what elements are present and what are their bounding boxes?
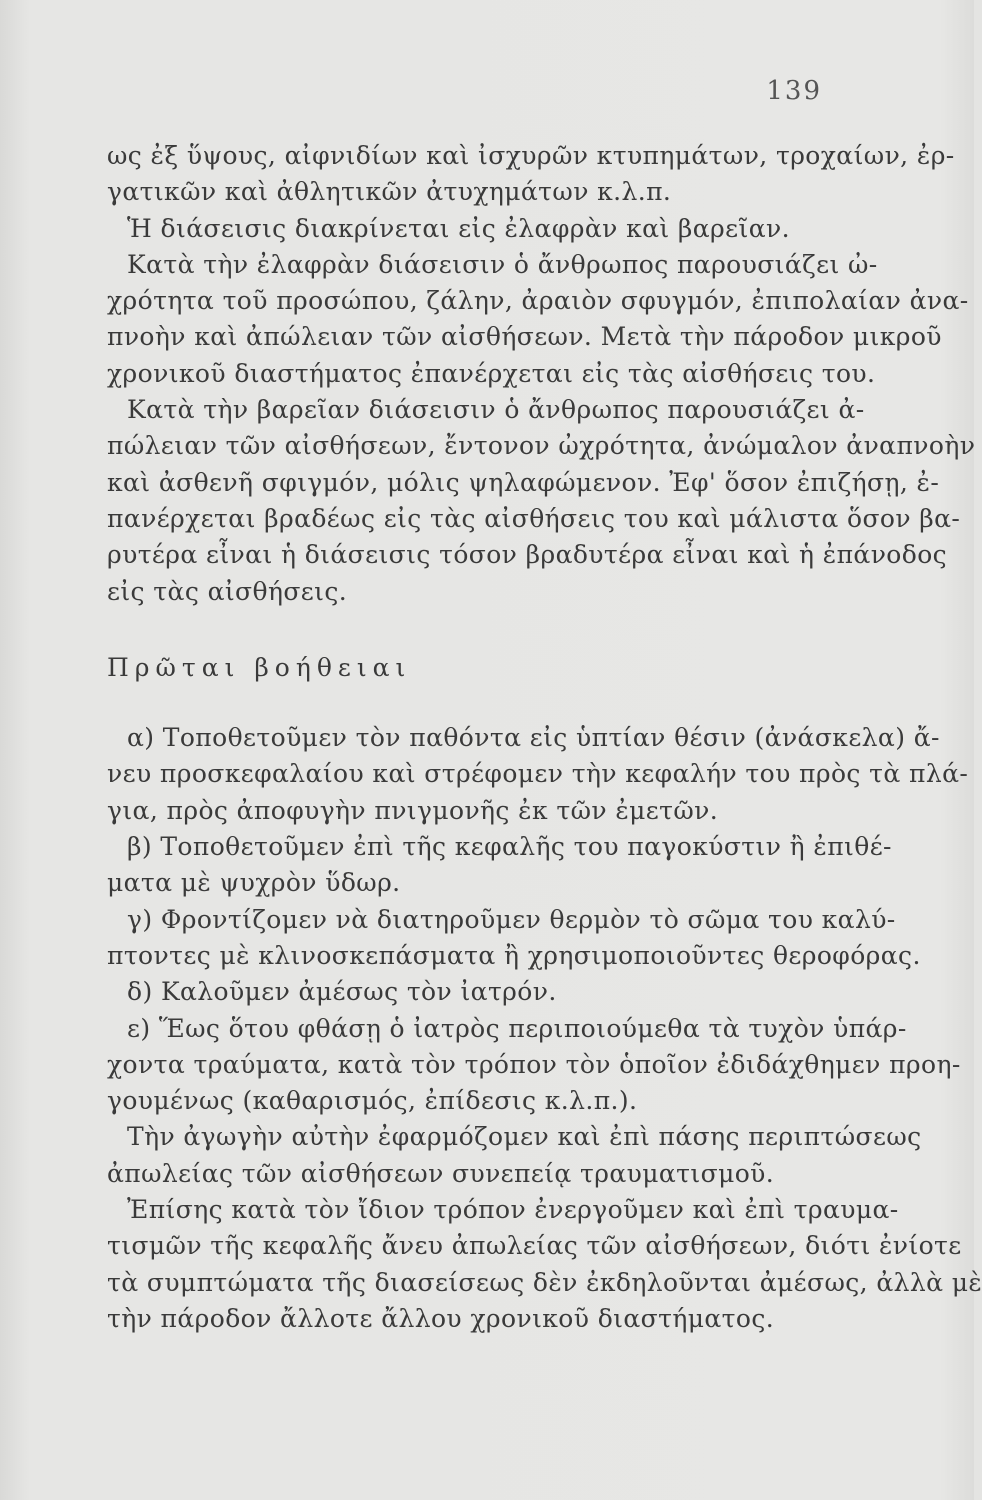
text-line: Ἡ διάσεισις διακρίνεται εἰς ἐλαφρὰν καὶ βαρεῖαν. <box>127 213 790 243</box>
page-number: 139 <box>766 76 822 106</box>
text-line: δ) Καλοῦμεν ἀμέσως τὸν ἰατρόν. <box>127 977 557 1007</box>
text-line: ματα μὲ ψυχρὸν ὕδωρ. <box>107 868 401 898</box>
text-line: εἰς τὰς αἰσθήσεις. <box>107 576 348 606</box>
text-line: καὶ ἀσθενῆ σφιγμόν, μόλις ψηλαφώμενον. Ἐφ' ὅσον ἐπιζήσῃ, ἐ- <box>107 467 940 497</box>
text-line: τὴν πάροδον ἄλλοτε ἄλλου χρονικοῦ διαστήματος. <box>107 1303 775 1333</box>
text-line: γουμένως (καθαρισμός, ἐπίδεσις κ.λ.π.). <box>107 1086 638 1116</box>
text-line: τισμῶν τῆς κεφαλῆς ἄνευ ἀπωλείας τῶν αἰσθήσεων, διότι ἐνίοτε <box>107 1231 962 1261</box>
text-line: πνοὴν καὶ ἀπώλειαν τῶν αἰσθήσεων. Μετὰ τὴν πάροδον μικροῦ <box>107 322 942 352</box>
text-line: Ἐπίσης κατὰ τὸν ἴδιον τρόπον ἐνεργοῦμεν καὶ ἐπὶ τραυμα- <box>127 1195 899 1225</box>
text-line: νευ προσκεφαλαίου καὶ στρέφομεν τὴν κεφαλήν του πρὸς τὰ πλά- <box>107 759 969 789</box>
text-line: Κατὰ τὴν ἐλαφρὰν διάσεισιν ὁ ἄνθρωπος παρουσιάζει ὠ- <box>127 249 878 279</box>
text-line: γατικῶν καὶ ἀθλητικῶν ἀτυχημάτων κ.λ.π. <box>107 177 672 207</box>
text-line: β) Τοποθετοῦμεν ἐπὶ τῆς κεφαλῆς του παγοκύστιν ἢ ἐπιθέ- <box>127 832 892 862</box>
text-line: χρότητα τοῦ προσώπου, ζάλην, ἀραιὸν σφυγμόν, ἐπιπολαίαν ἀνα- <box>107 286 969 316</box>
body-text <box>107 138 982 1337</box>
text-line: για, πρὸς ἀποφυγὴν πνιγμονῆς ἐκ τῶν ἐμετῶν. <box>107 795 719 825</box>
section-heading: Πρῶται βοήθειαι <box>107 652 412 682</box>
text-line: πτοντες μὲ κλινοσκεπάσματα ἢ χρησιμοποιοῦντες θεροφόρας. <box>107 940 921 970</box>
text-line: γ) Φροντίζομεν νὰ διατηροῦμεν θερμὸν τὸ σῶμα του καλύ- <box>127 904 896 934</box>
text-line: ε) Ἕως ὅτου φθάσῃ ὁ ἰατρὸς περιποιούμεθα τὰ τυχὸν ὑπάρ- <box>127 1013 907 1043</box>
text-line: χοντα τραύματα, κατὰ τὸν τρόπον τὸν ὁποῖον ἐδιδάχθημεν προη- <box>107 1049 961 1079</box>
spacer <box>107 610 819 650</box>
text-line: ρυτέρα εἶναι ἡ διάσεισις τόσον βραδυτέρα εἶναι καὶ ἡ ἐπάνοδος <box>107 540 948 570</box>
text-line: Κατὰ τὴν βαρεῖαν διάσεισιν ὁ ἄνθρωπος παρουσιάζει ἀ- <box>127 395 865 425</box>
text-line: χρονικοῦ διαστήματος ἐπανέρχεται εἰς τὰς αἰσθήσεις του. <box>107 358 876 388</box>
text-line: τὰ συμπτώματα τῆς διασείσεως δὲν ἐκδηλοῦνται ἀμέσως, ἀλλὰ μὲ <box>107 1267 982 1297</box>
spacer <box>107 686 819 720</box>
text-line: πανέρχεται βραδέως εἰς τὰς αἰσθήσεις του καὶ μάλιστα ὅσον βα- <box>107 503 961 533</box>
text-line: ἀπωλείας τῶν αἰσθήσεων συνεπείᾳ τραυματισμοῦ. <box>107 1158 775 1188</box>
text-line: πώλειαν τῶν αἰσθήσεων, ἔντονον ὠχρότητα, ἀνώμαλον ἀναπνοὴν <box>107 431 976 461</box>
text-line: α) Τοποθετοῦμεν τὸν παθόντα εἰς ὑπτίαν θέσιν (ἀνάσκελα) ἄ- <box>127 723 940 753</box>
text-line: ως ἐξ ὕψους, αἰφνιδίων καὶ ἰσχυρῶν κτυπημάτων, τροχαίων, ἐρ- <box>107 141 955 170</box>
text-line: Τὴν ἀγωγὴν αὐτὴν ἐφαρμόζομεν καὶ ἐπὶ πάσης περιπτώσεως <box>127 1122 922 1152</box>
